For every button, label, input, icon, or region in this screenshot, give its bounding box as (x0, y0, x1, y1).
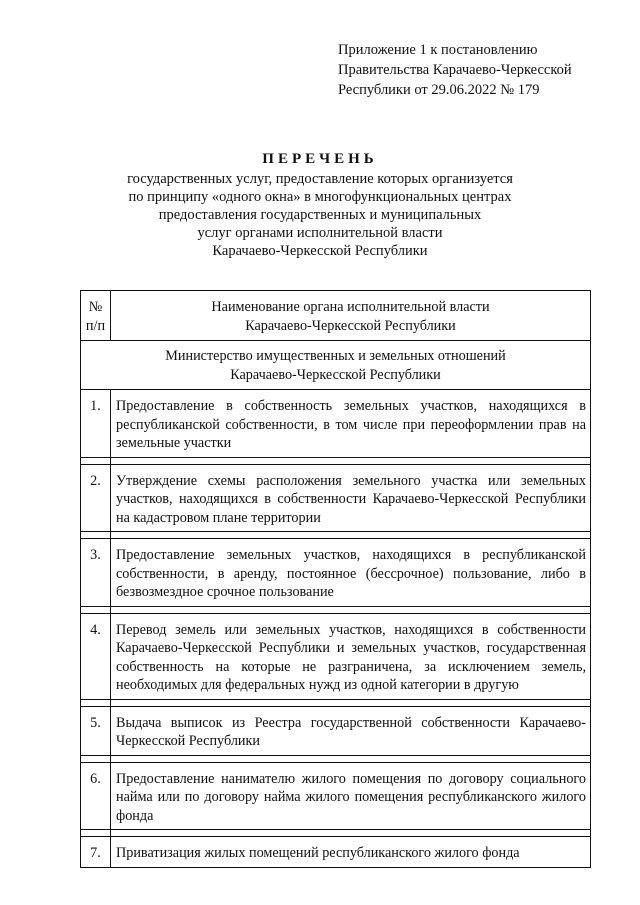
row-gap (81, 457, 591, 464)
section-line-2: Карачаево-Черкесской Республики (230, 366, 441, 383)
header-num-cell (81, 291, 111, 341)
table-row (81, 539, 591, 607)
document-title (0, 150, 640, 260)
row-text: Предоставление нанимателю жилого помещения по договору социального найма или по договору найма жилого помещения республиканского жилого фонда (111, 762, 591, 830)
header-name-cell (111, 291, 591, 341)
title-line-5: Карачаево-Черкесской Республики (212, 243, 428, 259)
table-row (81, 837, 591, 868)
annex-line-3: Республики от 29.06.2022 № 179 (338, 82, 540, 98)
annex-line-1: Приложение 1 к постановлению (338, 42, 538, 58)
services-table (80, 290, 591, 868)
row-number: 1. (81, 390, 111, 458)
section-cell (81, 341, 591, 390)
header-num-line-1: № (88, 299, 103, 315)
annex-line-2: Правительства Карачаево-Черкесской (338, 62, 572, 78)
section-line-1: Министерство имущественных и земельных отношений (165, 348, 506, 364)
header-name-line-1: Наименование органа исполнительной власти (211, 299, 490, 315)
row-gap (81, 699, 591, 706)
header-num-line-2: п/п (85, 317, 106, 334)
header-name-line-2: Карачаево-Черкесской Республики (245, 317, 456, 334)
title-line-3: предоставления государственных и муниципальных (158, 207, 482, 223)
row-number: 2. (81, 464, 111, 532)
title-line-4: услуг органами исполнительной власти (197, 225, 443, 241)
row-gap (81, 532, 591, 539)
title-line-1: государственных услуг, предоставление которых организуется (127, 171, 513, 187)
title-heading: ПЕРЕЧЕНЬ (262, 151, 378, 167)
table-row (81, 390, 591, 458)
row-gap (81, 830, 591, 837)
row-number: 3. (81, 539, 111, 607)
row-number: 6. (81, 762, 111, 830)
row-gap (81, 755, 591, 762)
section-row (81, 341, 591, 390)
row-number: 7. (81, 837, 111, 868)
table-row (81, 762, 591, 830)
row-text: Предоставление земельных участков, находящихся в республиканской собственности, в аренду, постоянное (бессрочное) пользование, либо в безвозмездное срочное пользование (111, 539, 591, 607)
row-gap (81, 606, 591, 613)
title-line-2: по принципу «одного окна» в многофункциональных центрах (128, 189, 512, 205)
table-header-row (81, 291, 591, 341)
table-row (81, 613, 591, 699)
row-text: Утверждение схемы расположения земельного участка или земельных участков, находящихся в собственности Карачаево-Черкесской Республики на кадастровом плане территории (111, 464, 591, 532)
table-row (81, 464, 591, 532)
row-text: Перевод земель или земельных участков, находящихся в собственности Карачаево-Черкесской Республики и земельных участков, государственная собственность на которые не разграничена, за исключением земель, необходимых для федеральных нужд из одной категории в другую (111, 613, 591, 699)
row-text: Предоставление в собственность земельных участков, находящихся в республиканской собственности, в том числе при переоформлении прав на земельные участки (111, 390, 591, 458)
row-text: Выдача выписок из Реестра государственной собственности Карачаево-Черкесской Республики (111, 706, 591, 755)
table-row (81, 706, 591, 755)
annex-reference (338, 40, 572, 100)
row-number: 4. (81, 613, 111, 699)
row-text: Приватизация жилых помещений республиканского жилого фонда (111, 837, 591, 868)
row-number: 5. (81, 706, 111, 755)
